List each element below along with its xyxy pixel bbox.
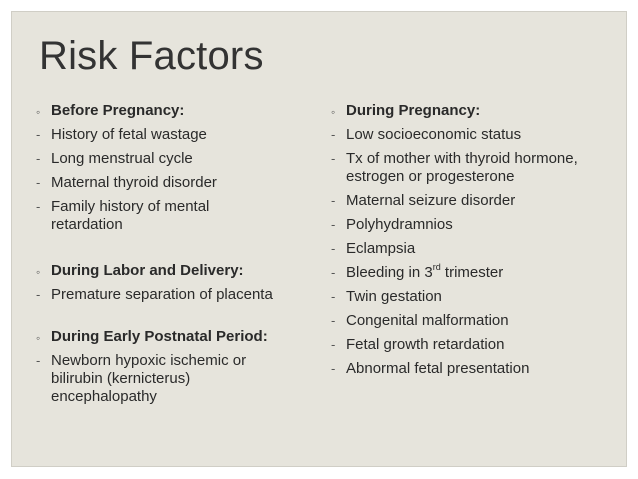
list-item: - Newborn hypoxic ischemic or bilirubin (kernicterus) encephalopathy	[36, 352, 247, 405]
list-item: - Maternal seizure disorder	[331, 192, 516, 209]
circle-bullet-icon: ◦	[36, 105, 41, 119]
list-item: - Maternal thyroid disorder	[36, 174, 217, 191]
dash-bullet-icon: -	[331, 217, 336, 232]
list-item: - Bleeding in 3rd trimester	[331, 262, 504, 281]
dash-bullet-icon: -	[331, 193, 336, 208]
dash-bullet-icon: -	[36, 175, 41, 190]
dash-bullet-icon: -	[36, 287, 41, 302]
slide	[11, 11, 627, 467]
list-item: - Polyhydramnios	[331, 216, 453, 233]
list-item: - History of fetal wastage	[36, 126, 207, 143]
section-heading-during-pregnancy: ◦ During Pregnancy:	[331, 102, 481, 119]
dash-bullet-icon: -	[331, 313, 336, 328]
right-column	[331, 102, 616, 384]
left-column	[36, 102, 326, 412]
dash-bullet-icon: -	[331, 241, 336, 256]
list-item: - Family history of mental retardation	[36, 198, 210, 233]
dash-bullet-icon: -	[331, 289, 336, 304]
circle-bullet-icon: ◦	[331, 105, 336, 119]
dash-bullet-icon: -	[331, 337, 336, 352]
circle-bullet-icon: ◦	[36, 265, 41, 279]
dash-bullet-icon: -	[331, 265, 336, 280]
dash-bullet-icon: -	[36, 353, 41, 368]
circle-bullet-icon: ◦	[36, 331, 41, 345]
slide-title: Risk Factors	[39, 34, 264, 78]
list-item: - Low socioeconomic status	[331, 126, 522, 143]
dash-bullet-icon: -	[36, 199, 41, 214]
section-heading-labor-delivery: ◦ During Labor and Delivery:	[36, 262, 244, 279]
dash-bullet-icon: -	[36, 151, 41, 166]
dash-bullet-icon: -	[36, 127, 41, 142]
dash-bullet-icon: -	[331, 151, 336, 166]
list-item: - Congenital malformation	[331, 312, 509, 329]
dash-bullet-icon: -	[331, 361, 336, 376]
list-item: - Fetal growth retardation	[331, 336, 505, 353]
dash-bullet-icon: -	[331, 127, 336, 142]
section-heading-before-pregnancy: ◦ Before Pregnancy:	[36, 102, 185, 119]
list-item: - Twin gestation	[331, 288, 442, 305]
list-item: - Abnormal fetal presentation	[331, 360, 530, 377]
list-item: - Long menstrual cycle	[36, 150, 193, 167]
list-item: - Premature separation of placenta	[36, 286, 273, 303]
list-item: - Tx of mother with thyroid hormone, estrogen or progesterone	[331, 150, 578, 185]
list-item: - Eclampsia	[331, 240, 416, 257]
section-heading-postnatal: ◦ During Early Postnatal Period:	[36, 328, 268, 345]
